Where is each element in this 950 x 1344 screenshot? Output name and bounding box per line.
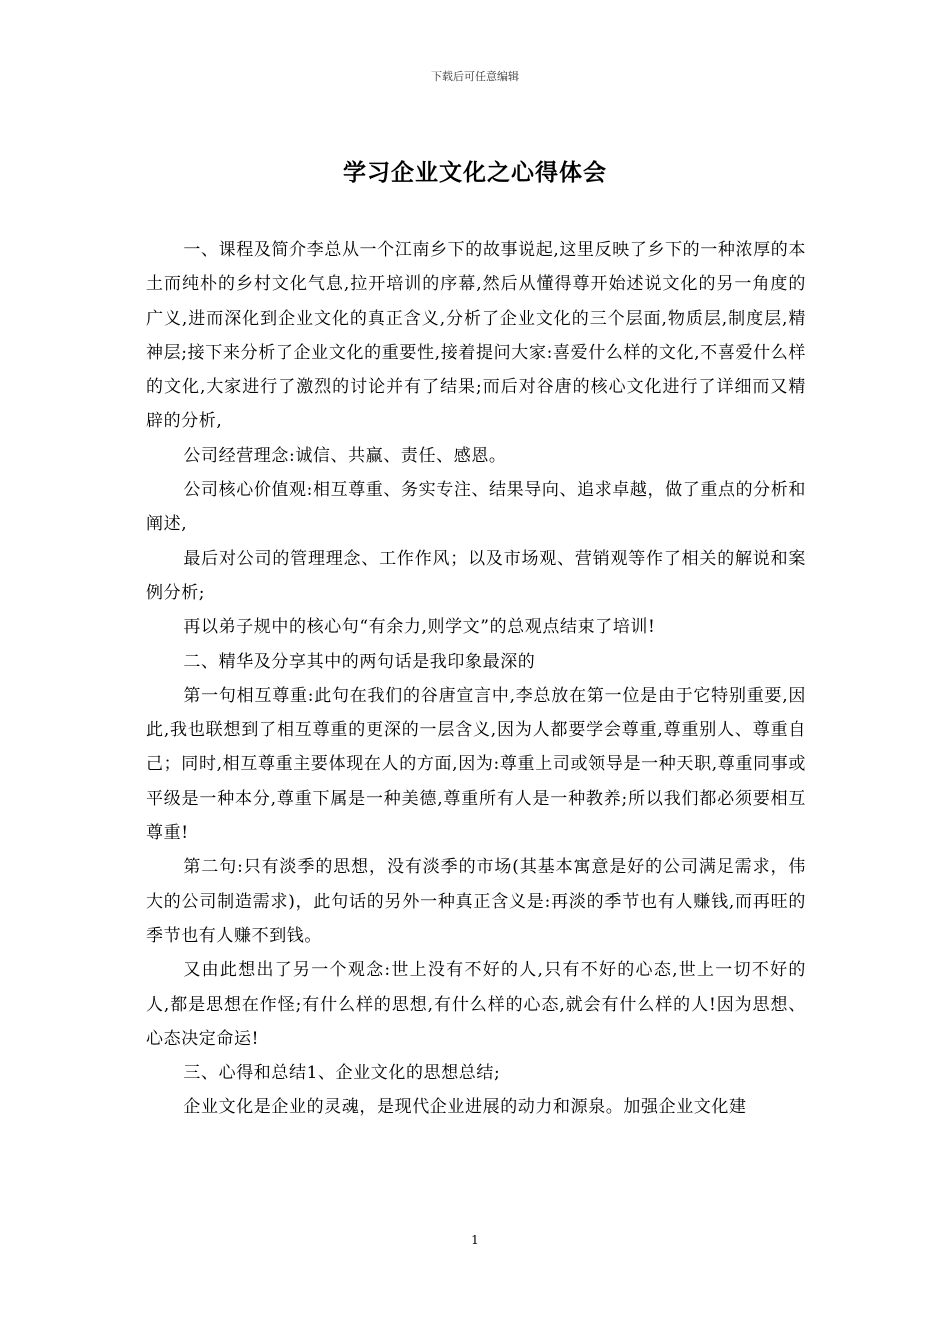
header-note: 下载后可任意编辑 bbox=[431, 70, 519, 83]
paragraph: 一、课程及简介李总从一个江南乡下的故事说起,这里反映了乡下的一种浓厚的本土而纯朴的乡村文化气息,拉开培训的序幕,然后从懂得尊开始述说文化的另一角度的广义,进而深化到企业文化的真正含义,分析了企业文化的三个层面,物质层,制度层,精神层;接下来分析了企业文化的重要性,接着提问大家:喜爱什么样的文化,不喜爱什么样的文化,大家进行了激烈的讨论并有了结果;而后对谷唐的核心文化进行了详细而又精辟的分析, bbox=[146, 240, 806, 432]
paragraph: 第二句:只有淡季的思想，没有淡季的市场(其基本寓意是好的公司满足需求，伟大的公司制造需求)，此句话的另外一种真正含义是:再淡的季节也有人赚钱,而再旺的季节也有人赚不到钱。 bbox=[146, 857, 806, 946]
paragraph: 公司经营理念:诚信、共赢、责任、感恩。 bbox=[183, 445, 507, 466]
paragraph: 二、精华及分享其中的两句话是我印象最深的 bbox=[183, 651, 536, 672]
paragraph: 公司核心价值观:相互尊重、务实专注、结果导向、追求卓越，做了重点的分析和阐述, bbox=[146, 480, 806, 535]
page-number: 1 bbox=[471, 1233, 479, 1247]
document-body bbox=[146, 233, 806, 1125]
paragraph: 再以弟子规中的核心句“有余力,则学文”的总观点结束了培训! bbox=[183, 617, 656, 638]
paragraph: 又由此想出了另一个观念:世上没有不好的人,只有不好的心态,世上一切不好的人,都是思想在作怪;有什么样的思想,有什么样的心态,就会有什么样的人!因为思想、心态决定命运! bbox=[146, 960, 806, 1049]
paragraph: 三、心得和总结1、企业文化的思想总结; bbox=[183, 1063, 501, 1084]
paragraph: 第一句相互尊重:此句在我们的谷唐宣言中,李总放在第一位是由于它特别重要,因此,我也联想到了相互尊重的更深的一层含义,因为人都要学会尊重,尊重别人、尊重自己；同时,相互尊重主要体现在人的方面,因为:尊重上司或领导是一种天职,尊重同事或平级是一种本分,尊重下属是一种美德,尊重所有人是一种教养;所以我们都必须要相互尊重! bbox=[146, 685, 806, 844]
document-title: 学习企业文化之心得体会 bbox=[343, 159, 607, 186]
paragraph: 最后对公司的管理理念、工作作风；以及市场观、营销观等作了相关的解说和案例分析; bbox=[146, 548, 806, 603]
paragraph: 企业文化是企业的灵魂，是现代企业进展的动力和源泉。加强企业文化建 bbox=[183, 1097, 747, 1118]
